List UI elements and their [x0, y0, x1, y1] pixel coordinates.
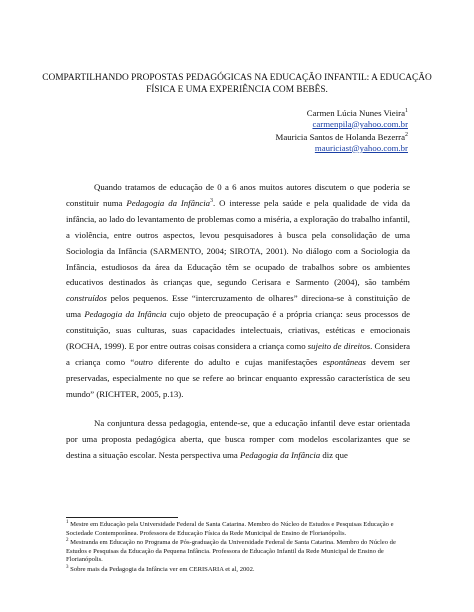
author-email-link[interactable]: mauriciast@yahoo.com.br	[314, 142, 408, 153]
footnote-3	[66, 566, 410, 575]
italic-term: Pedagogia da Infância	[84, 309, 167, 320]
footnote-1	[66, 521, 410, 538]
paper-title: COMPARTILHANDO PROPOSTAS PEDAGÓGICAS NA EDUCAÇÃO INFANTIL: A EDUCAÇÃO FÍSICA E UMA EXPERIÊNCIA COM BEBÊS.	[42, 73, 432, 95]
footnote-text: Mestre em Educação pela Universidade Federal de Santa Catarina. Membro do Núcleo de Estudos e Pesquisas Educação e Sociedade Contemporânea. Professora de Educação Física da Rede Municipal de Ensino de Florianópolis.	[66, 521, 394, 537]
footnote-number: 3	[66, 564, 69, 570]
author-name	[276, 132, 408, 143]
italic-term: construídos	[66, 293, 107, 304]
footnote-ref[interactable]: 3	[210, 198, 214, 204]
text-run: pelos pequenos. Esse “intercruzamento de olhares” direciona-se à constituição de uma	[66, 293, 410, 320]
footnote-ref[interactable]: 2	[405, 132, 408, 139]
author-name	[276, 108, 408, 119]
text-run: Na conjuntura dessa pedagogia, entende-se, que a educação infantil deve estar orientada por uma proposta pedagógica aberta, que busca romper com modelos escolarizantes que se destina a situação escolar. Nesta perspectiva uma	[66, 417, 410, 460]
italic-term: espontâneas	[322, 356, 366, 367]
text-run: diferente do adulto e cujas manifestações	[152, 356, 323, 367]
paragraph-2	[66, 416, 410, 464]
footnote-number: 1	[66, 519, 69, 525]
italic-term: Pedagogia da Infância	[126, 197, 211, 208]
footnote-ref[interactable]: 1	[405, 108, 408, 115]
footnote-divider	[66, 517, 178, 518]
author-name-text: Carmen Lúcia Nunes Vieira	[306, 108, 405, 118]
text-run: cujo objeto de preocupação é a própria criança: seus processos de constituição, suas culturas, suas capacidades intelectuais, criativas, estéticas e emocionais (ROCHA, 1999). E por entre outras coisas considera a criança como	[66, 309, 410, 352]
author-2	[276, 132, 408, 153]
italic-term: sujeito de direitos	[307, 341, 371, 352]
italic-term: outro	[134, 356, 153, 367]
footnote-2	[66, 539, 410, 565]
author-list	[276, 108, 408, 153]
body-text	[66, 180, 410, 463]
text-run: . O interesse pela saúde e pela qualidade de vida da infância, ao lado do levantamento de problemas como a miséria, a exploração do trabalho infantil, a violência, entre outros aspectos, levou pesquisadores à busca pela consolidação de uma Sociologia da Infância (SARMENTO, 2004; SIROTA, 2001). No diálogo com a Sociologia da Infância, estudiosos da área da Educação têm se ocupado de trabalhos sobre os ambientes educativos destinados às crianças que, segundo Cerisara e Sarmento (2004), são também	[66, 197, 410, 288]
author-email-link[interactable]: carmenpila@yahoo.com.br	[312, 118, 408, 129]
text-run: diz que	[320, 449, 348, 460]
paragraph-1	[66, 180, 410, 403]
text-run: devem ser preservadas, especialmente no que se refere ao brincar enquanto expressão característica de seu mundo” (RICHTER, 2005, p.13).	[66, 356, 410, 399]
author-1	[276, 108, 408, 129]
footnotes	[66, 521, 410, 575]
footnote-text: Mestranda em Educação no Programa de Pós-graduação da Universidade Federal de Santa Catarina. Membro do Núcleo de Estudos e Pesquisas da Educação da Pequena Infância. Professora de Educação Infantil da Rede Municipal de Ensino de Florianópolis.	[66, 539, 396, 564]
footnote-number: 2	[66, 538, 69, 543]
text-run: Quando tratamos de educação de 0 a 6 anos muitos autores discutem o que poderia se constituir numa	[66, 182, 410, 208]
author-name-text: Mauricia Santos de Holanda Bezerra	[275, 132, 405, 142]
italic-term: Pedagogia da Infância	[239, 449, 321, 460]
text-run: . Considera a criança como “	[66, 341, 411, 367]
footnote-text: Sobre mais da Pedagogia da Infância ver em CERISARIA et al, 2002.	[68, 565, 255, 573]
